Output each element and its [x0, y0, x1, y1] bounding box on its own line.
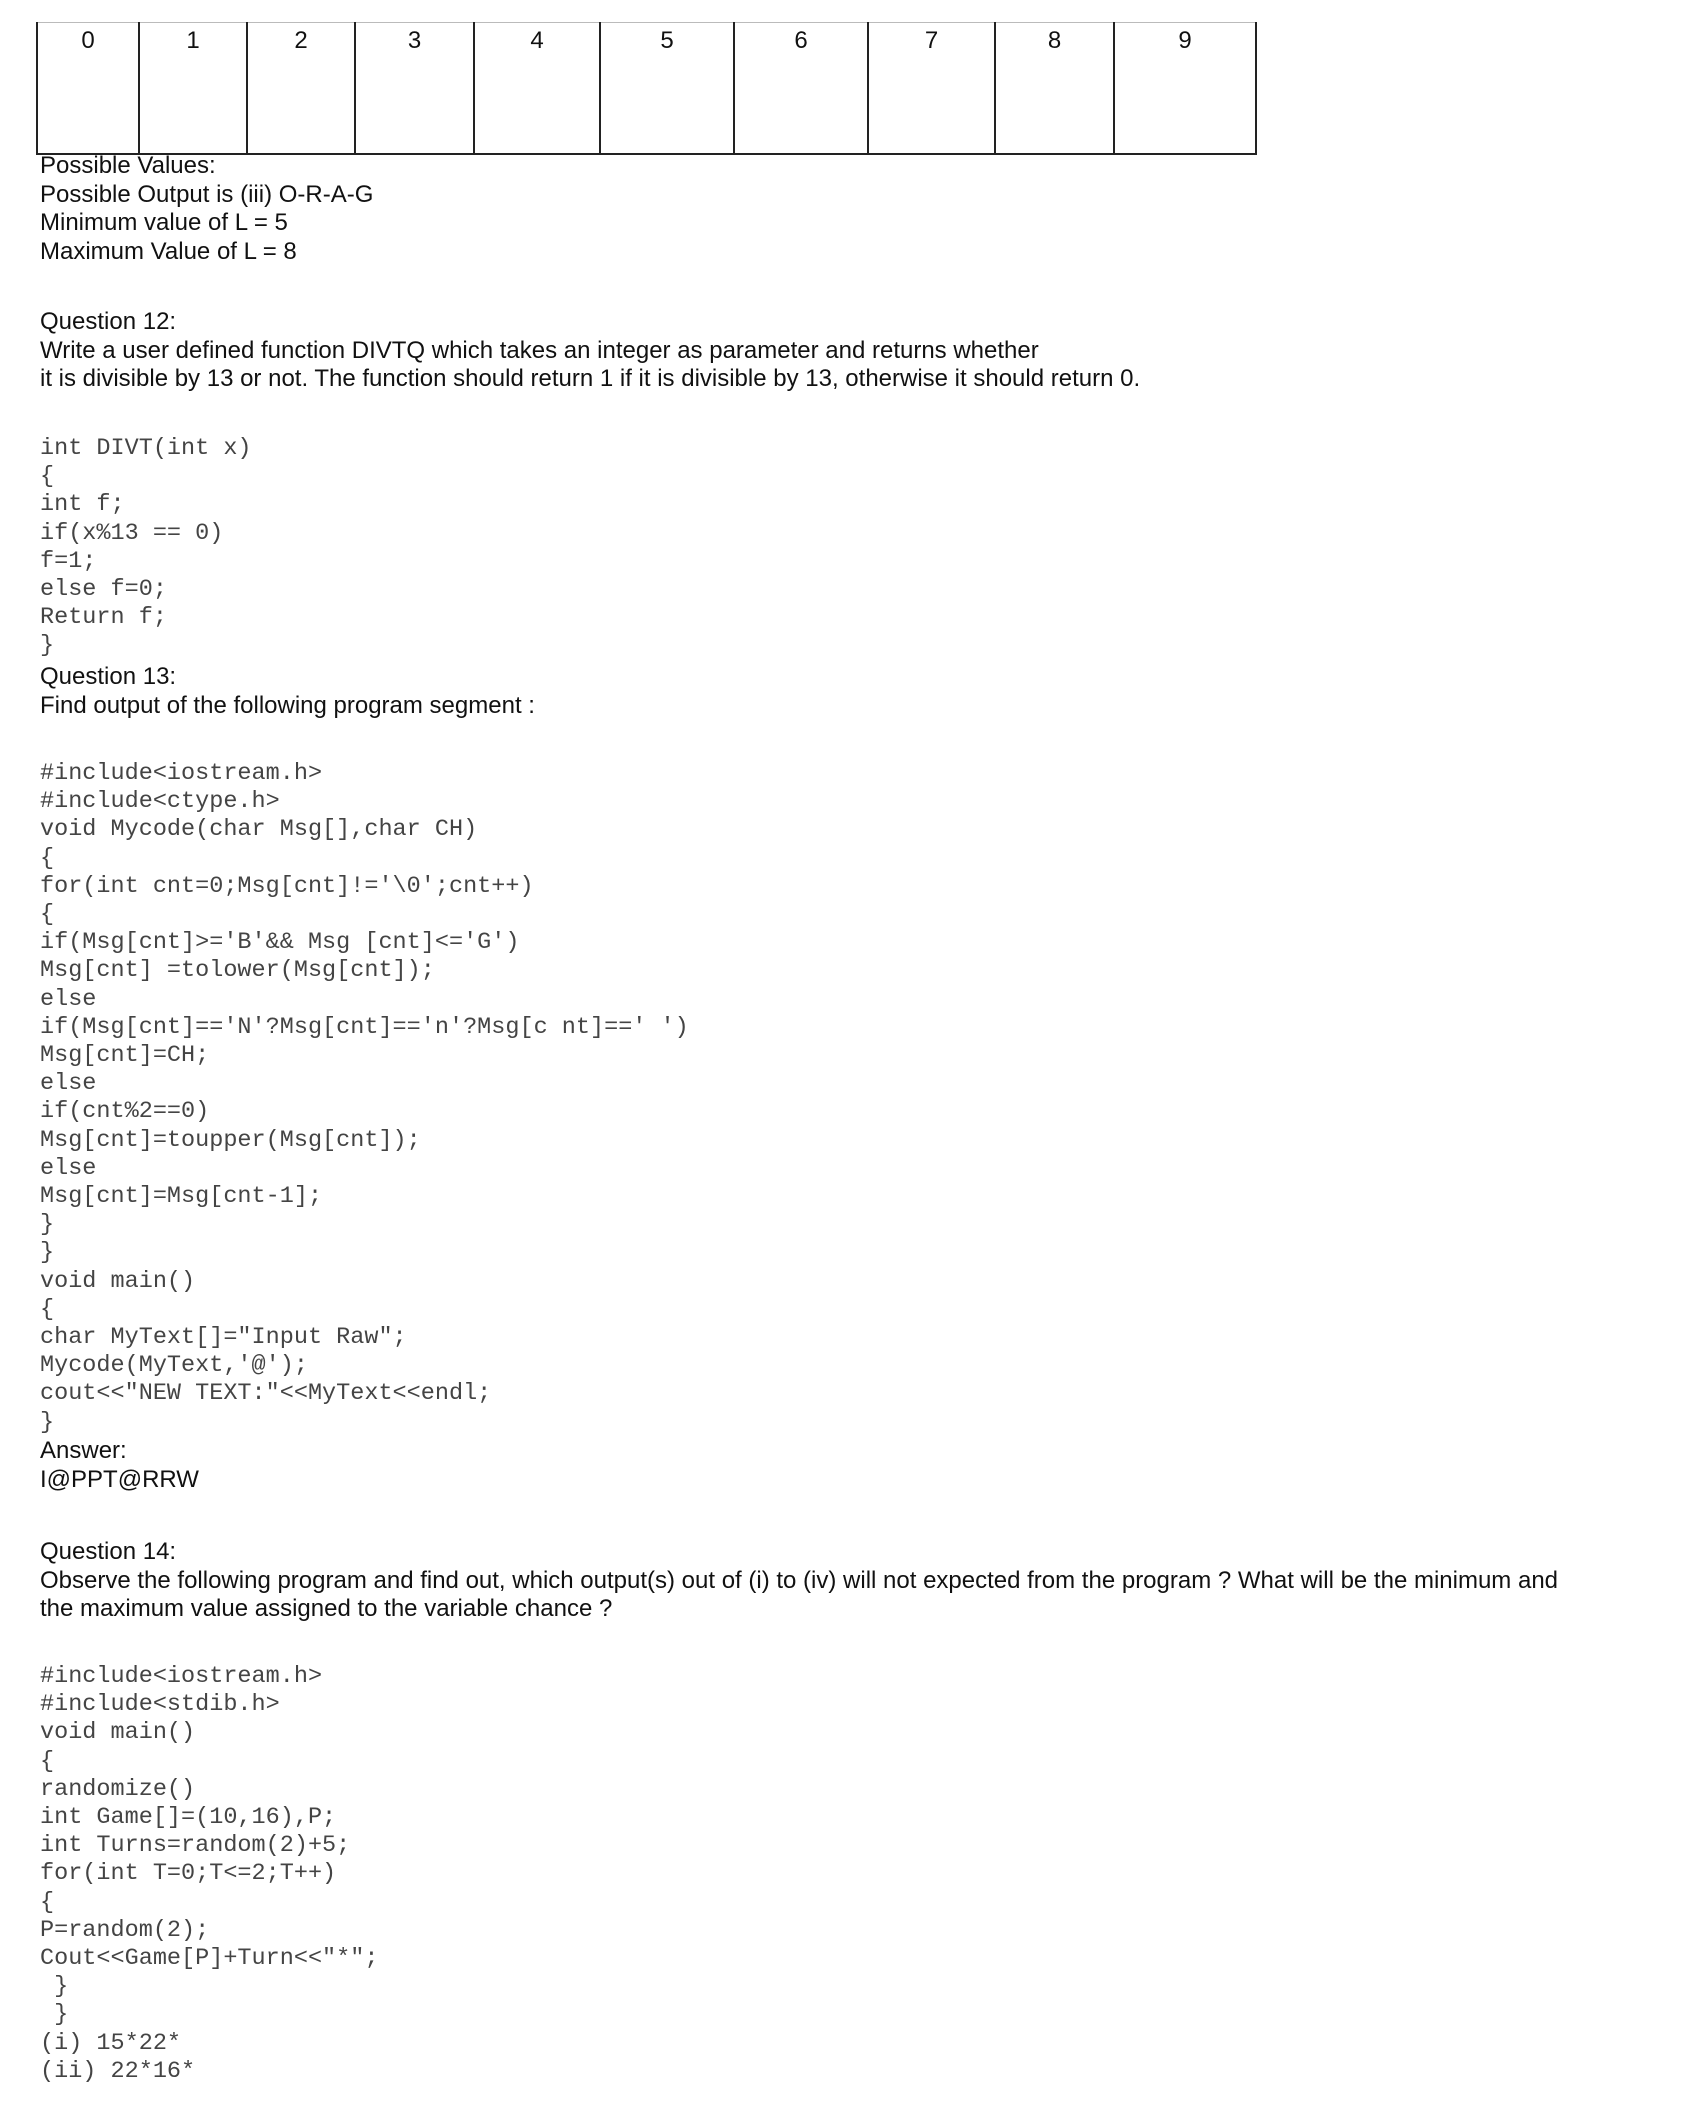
- code-line: }: [40, 1211, 55, 1239]
- text-line: Minimum value of L = 5: [40, 209, 288, 236]
- code-line: Msg[cnt]=Msg[cnt-1];: [40, 1183, 323, 1211]
- question-13-code: [40, 760, 689, 1437]
- code-line: Msg[cnt]=toupper(Msg[cnt]);: [40, 1126, 421, 1154]
- code-line: {: [40, 1747, 55, 1775]
- code-line: else: [40, 1154, 97, 1182]
- question-12-text: [40, 337, 1140, 394]
- index-cell: 7: [868, 23, 995, 155]
- code-line: Mycode(MyText,'@');: [40, 1352, 308, 1380]
- code-line: {: [40, 844, 55, 872]
- code-line: Cout<<Game[P]+Turn<<"*";: [40, 1945, 379, 1973]
- code-line: }: [40, 1239, 55, 1267]
- question-12-title: Question 12:: [40, 308, 177, 335]
- code-line: int Game[]=(10,16),P;: [40, 1804, 337, 1832]
- code-line: Return f;: [40, 604, 167, 632]
- text-line: Maximum Value of L = 8: [40, 237, 297, 265]
- text-line: Possible Output is (iii) O-R-A-G: [40, 180, 374, 208]
- code-line: P=random(2);: [40, 1916, 210, 1944]
- code-line: if(x%13 == 0): [40, 519, 224, 547]
- possible-values: [40, 152, 373, 266]
- code-line: f=1;: [40, 547, 97, 575]
- code-line: int f;: [40, 491, 125, 519]
- code-line: cout<<"NEW TEXT:"<<MyText<<endl;: [40, 1380, 492, 1408]
- code-line: Msg[cnt]=CH;: [40, 1042, 210, 1070]
- code-line: {: [40, 901, 55, 929]
- code-line: else: [40, 985, 97, 1013]
- code-line: else: [40, 1070, 97, 1098]
- question-13: [40, 663, 535, 720]
- answer-value: I@PPT@RRW: [40, 1465, 199, 1493]
- index-cell: 2: [247, 23, 355, 155]
- code-line: {: [40, 1888, 55, 1916]
- code-line: randomize(): [40, 1775, 196, 1803]
- code-line: if(Msg[cnt]=='N'?Msg[cnt]=='n'?Msg[c nt]==' '): [40, 1013, 689, 1041]
- code-line: #include<stdib.h>: [40, 1691, 280, 1719]
- code-line: {: [40, 1295, 55, 1323]
- code-line: }: [40, 632, 55, 660]
- code-line: int DIVT(int x): [40, 435, 252, 462]
- code-line: for(int T=0;T<=2;T++): [40, 1860, 337, 1888]
- index-cell: 1: [139, 23, 247, 155]
- code-line: #include<ctype.h>: [40, 788, 280, 816]
- code-line: if(cnt%2==0): [40, 1098, 210, 1126]
- code-line: #include<iostream.h>: [40, 1663, 323, 1690]
- code-line: }: [40, 1973, 69, 2001]
- index-cell: 4: [474, 23, 600, 155]
- code-line: int Turns=random(2)+5;: [40, 1832, 351, 1860]
- code-line: else f=0;: [40, 576, 167, 604]
- text-line: Observe the following program and find out, which output(s) out of (i) to (iv) will not expected from the program ? What will be the minimum and: [40, 1566, 1559, 1594]
- text-line: Write a user defined function DIVTQ which takes an integer as parameter and returns whether: [40, 336, 1039, 364]
- code-line: void Mycode(char Msg[],char CH): [40, 816, 478, 844]
- text-line: it is divisible by 13 or not. The function should return 1 if it is divisible by 13, otherwise it should return 0.: [40, 365, 1141, 392]
- index-cell: 3: [355, 23, 474, 155]
- code-line: }: [40, 2001, 69, 2029]
- array-index-table: [36, 22, 1257, 155]
- question-13-title: Question 13:: [40, 663, 177, 690]
- index-cell: 8: [995, 23, 1114, 155]
- question-14-title: Question 14:: [40, 1538, 177, 1565]
- code-line: char MyText[]="Input Raw";: [40, 1324, 407, 1352]
- code-line: void main(): [40, 1719, 196, 1747]
- text-line: the maximum value assigned to the variable chance ?: [40, 1595, 613, 1622]
- code-line: #include<iostream.h>: [40, 760, 323, 787]
- index-cell: 6: [734, 23, 868, 155]
- question-13-answer: [40, 1437, 199, 1494]
- text-line: Find output of the following program segment :: [40, 691, 535, 719]
- question-14-text: [40, 1567, 1558, 1624]
- question-14: [40, 1538, 1558, 1624]
- code-line: Msg[cnt] =tolower(Msg[cnt]);: [40, 957, 435, 985]
- code-line: (i) 15*22*: [40, 2029, 182, 2057]
- question-12-code: [40, 435, 252, 661]
- code-line: }: [40, 1408, 55, 1436]
- text-line: Possible Values:: [40, 152, 216, 179]
- question-12: [40, 308, 1140, 394]
- code-line: if(Msg[cnt]>='B'&& Msg [cnt]<='G'): [40, 929, 520, 957]
- question-13-text: [40, 692, 535, 721]
- index-row: [37, 23, 1256, 155]
- index-cell: 0: [37, 23, 139, 155]
- code-line: {: [40, 463, 55, 491]
- index-cell: 5: [600, 23, 734, 155]
- index-cell: 9: [1114, 23, 1256, 155]
- code-line: void main(): [40, 1267, 196, 1295]
- answer-label: Answer:: [40, 1437, 127, 1464]
- question-14-code: [40, 1663, 378, 2086]
- code-line: (ii) 22*16*: [40, 2057, 196, 2085]
- code-line: for(int cnt=0;Msg[cnt]!='\0';cnt++): [40, 872, 534, 900]
